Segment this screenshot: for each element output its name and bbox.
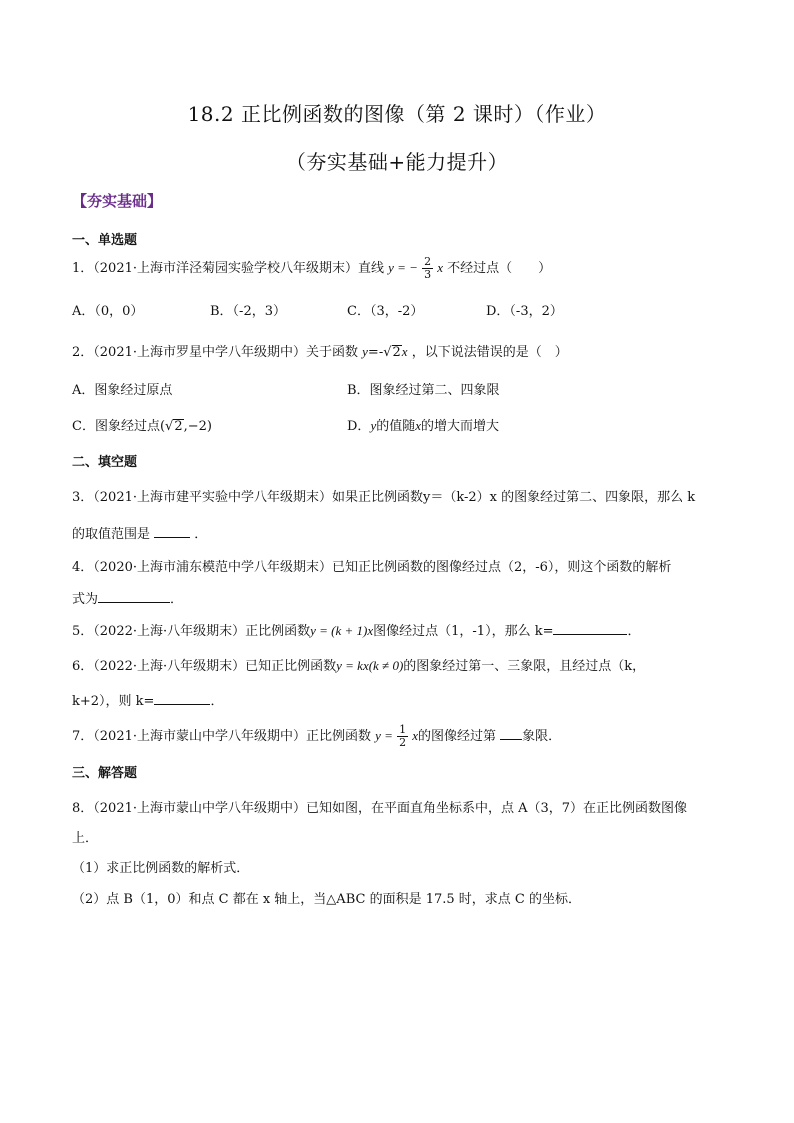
q1-suffix: 不经过点（ ）	[447, 261, 552, 276]
q6-equation: y = kx(k ≠ 0)	[336, 658, 404, 673]
q4-line2-prefix: 式为	[72, 592, 99, 607]
q7-frac-num: 1	[399, 723, 407, 736]
q5-suffix: ．	[627, 624, 641, 639]
question-1	[72, 256, 551, 281]
page-title: 18.2 正比例函数的图像（第 2 课时）（作业）	[187, 102, 607, 126]
q2-sqrt-symbol: √	[383, 345, 392, 360]
q1-fraction	[422, 256, 433, 281]
page-subtitle: （夯实基础+能力提升）	[285, 150, 509, 174]
q6-suffix: 的图象经过第一、三象限，且经过点（k，	[403, 659, 646, 674]
part3-heading: 三、解答题	[72, 766, 138, 781]
q6-prefix: 6．（2022·上海·八年级期末）已知正比例函数	[72, 659, 337, 674]
q5-prefix: 5．（2022·上海·八年级期末）正比例函数	[72, 624, 311, 639]
part2-heading: 二、填空题	[72, 455, 138, 470]
question-6-line1	[72, 655, 645, 674]
question-8-sub2: （2）点 B（1，0）和点 C 都在 x 轴上，当△ABC 的面积是 17.5 时，求点 C 的坐标．	[72, 892, 581, 907]
q2-option-c-prefix: C．图象经过点	[72, 419, 160, 434]
q1-prefix: 1．（2021·上海市洋泾菊园实验学校八年级期末）直线	[72, 261, 384, 276]
question-3-line2	[72, 523, 207, 542]
q7-frac-den: 2	[399, 736, 407, 749]
q4-answer-blank[interactable]	[98, 602, 170, 603]
q2-option-d-y: y	[370, 418, 377, 433]
q1-option-a: A．（0，0）	[72, 304, 144, 319]
q2-option-c-open: (	[159, 419, 166, 434]
q6-line2-suffix: ．	[210, 694, 224, 709]
q2-suffix: ，以下说法错误的是（ ）	[411, 345, 568, 360]
q5-answer-blank[interactable]	[553, 634, 627, 635]
q4-line2-suffix: ．	[170, 592, 184, 607]
q2-eq-x: x	[401, 344, 408, 359]
q7-mid: 的图像经过第	[418, 729, 497, 744]
question-4-line2	[72, 588, 183, 607]
question-6-line2	[72, 690, 223, 709]
q6-answer-blank[interactable]	[154, 704, 210, 705]
q2-option-d	[347, 415, 499, 434]
q2-prefix: 2．（2021·上海市罗星中学八年级期中）关于函数	[72, 345, 358, 360]
q7-eq-right: x	[412, 728, 418, 743]
q2-option-d-suffix: 的增大而增大	[421, 419, 500, 434]
q2-option-d-prefix: D．	[347, 419, 371, 434]
q2-option-c-sqrt: 2	[174, 419, 183, 434]
question-8-sub1: （1）求正比例函数的解析式．	[72, 861, 250, 876]
q1-option-d: D．（-3，2）	[486, 304, 563, 319]
question-8-line2: 上．	[72, 831, 99, 846]
question-2	[72, 341, 568, 360]
q3-line2-prefix: 的取值范围是	[72, 527, 151, 542]
question-3-line1: 3．（2021·上海市建平实验中学八年级期末）如果正比例函数y＝（k-2）x 的图象经过第二、四象限，那么 k	[72, 490, 696, 505]
q7-fraction	[397, 724, 408, 749]
q2-option-c-sqrt-symbol: √	[165, 419, 174, 434]
q7-suffix: 象限．	[522, 729, 562, 744]
question-7	[72, 724, 561, 749]
section-label: 【夯实基础】	[72, 192, 163, 210]
q1-eq-right: x	[437, 260, 444, 275]
question-4-line1: 4．（2020·上海市浦东模范中学八年级期末）已知正比例函数的图像经过点（2，-6），则这个函数的解析	[72, 560, 672, 575]
q7-prefix: 7．（2021·上海市蒙山中学八年级期中）正比例函数	[72, 729, 371, 744]
q2-eq-y: y	[362, 344, 368, 359]
q1-frac-num: 2	[424, 255, 432, 268]
q2-sqrt-value: 2	[392, 345, 401, 360]
q2-option-a: A．图象经过原点	[72, 383, 173, 398]
q2-option-c-rest: ,−2)	[183, 419, 212, 434]
q5-mid: 图像经过点（1，-1），那么 k=	[373, 624, 554, 639]
q1-eq-left: y = −	[388, 260, 418, 275]
q2-option-d-x: x	[415, 418, 422, 433]
q3-line2-suffix: ．	[194, 527, 208, 542]
part1-heading: 一、单选题	[72, 233, 138, 248]
q1-frac-den: 3	[424, 268, 432, 281]
q7-eq-left: y =	[375, 728, 393, 743]
q7-answer-blank[interactable]	[500, 739, 522, 740]
q2-option-b: B．图象经过第二、四象限	[347, 383, 500, 398]
q3-answer-blank[interactable]	[154, 537, 190, 538]
question-5	[72, 620, 641, 639]
q1-option-c: C．（3，-2）	[347, 304, 424, 319]
q2-eq-mid: =-	[367, 345, 384, 360]
q1-option-b: B．（-2，3）	[210, 304, 286, 319]
question-8-line1: 8．（2021·上海市蒙山中学八年级期中）已知如图，在平面直角坐标系中，点 A（3，7）在正比例函数图像	[72, 801, 688, 816]
q5-equation: y = (k + 1)x	[310, 623, 374, 638]
q2-option-d-mid: 的值随	[376, 419, 416, 434]
q6-line2-prefix: k+2），则 k=	[72, 694, 155, 709]
q2-option-c	[72, 415, 212, 434]
